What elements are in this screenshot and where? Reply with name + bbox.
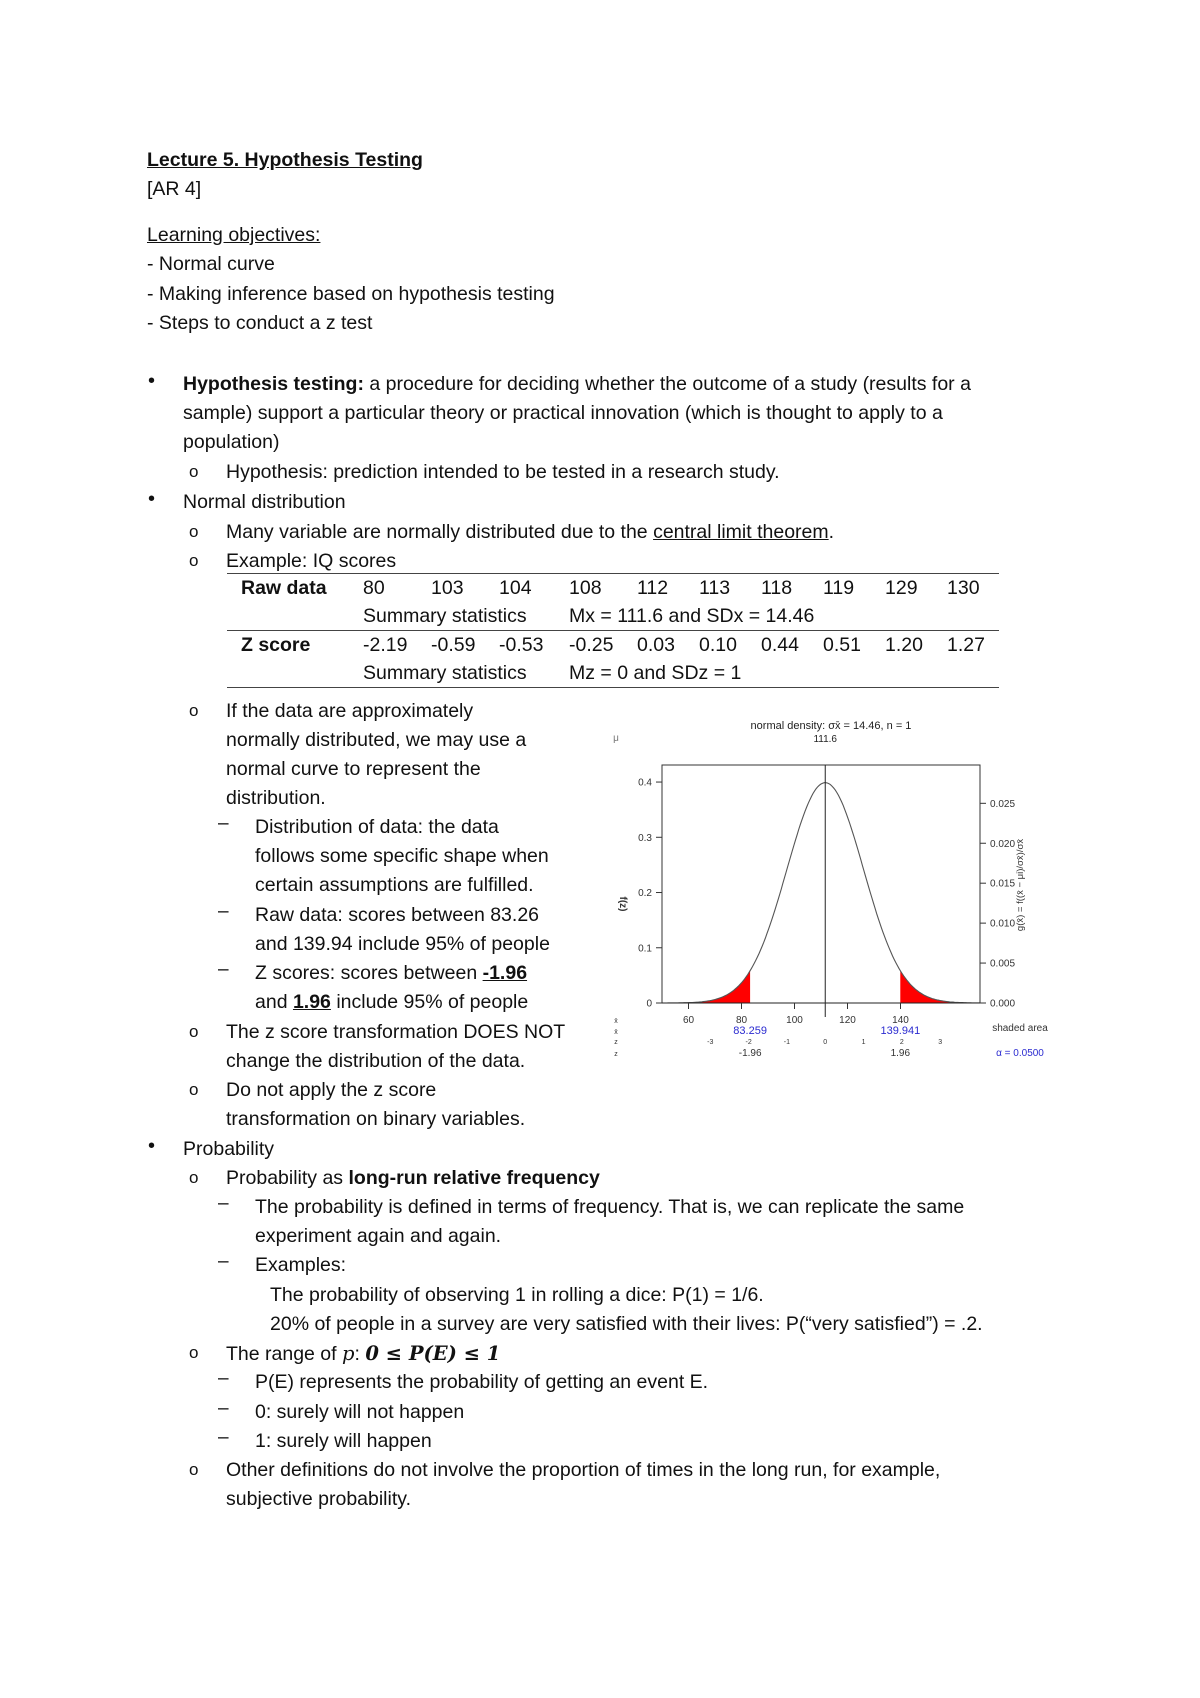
binary-line: Do not apply the z score bbox=[226, 1079, 437, 1101]
example-survey: 20% of people in a survey are very satisfied with their lives: P(“very satisfied”) = .2. bbox=[270, 1313, 983, 1335]
left-tick-label: 0.2 bbox=[638, 888, 652, 900]
axis-row-label: z bbox=[614, 1051, 618, 1058]
approx-line: normal curve to represent the bbox=[226, 758, 481, 780]
normal-density-chart bbox=[600, 705, 1060, 1095]
axis-row-label: z bbox=[614, 1039, 618, 1046]
transform-line: The z score transformation DOES NOT bbox=[226, 1021, 566, 1043]
dash-marker: – bbox=[218, 1398, 229, 1419]
objective-item: - Making inference based on hypothesis testing bbox=[147, 283, 555, 305]
z-score-label: Z score bbox=[241, 633, 311, 656]
x-tick-label: 80 bbox=[735, 1015, 748, 1026]
table-cell: 129 bbox=[885, 574, 947, 603]
circle-marker: o bbox=[189, 1022, 199, 1041]
raw-data-line: Raw data: scores between 83.26 bbox=[255, 904, 540, 926]
summary-label: Summary statistics bbox=[363, 659, 569, 688]
left-tick-label: 0.3 bbox=[638, 832, 652, 844]
hypothesis-def-line: sample) support a particular theory or practical innovation (which is thought to apply to a bbox=[183, 402, 943, 424]
density-curve bbox=[662, 783, 980, 1003]
z-high: 1.96 bbox=[292, 991, 331, 1013]
right-tick-label: 0.015 bbox=[990, 878, 1016, 890]
z-tick-label: -1 bbox=[783, 1039, 791, 1046]
circle-marker: o bbox=[189, 522, 199, 541]
x-tick-label: 60 bbox=[682, 1015, 695, 1026]
objective-item: - Steps to conduct a z test bbox=[147, 312, 373, 334]
table-cell: -2.19 bbox=[363, 633, 408, 656]
frequency-line: The probability is defined in terms of frequency. That is, we can replicate the same bbox=[255, 1196, 965, 1218]
z-tick-label: -3 bbox=[707, 1039, 714, 1046]
z-summary: Mz = 0 and SDz = 1 bbox=[569, 659, 999, 688]
table-row bbox=[227, 602, 999, 631]
iq-table bbox=[227, 573, 999, 688]
dash-marker: – bbox=[218, 813, 229, 834]
z-tick-label: -2 bbox=[745, 1039, 752, 1046]
mean-label: 111.6 bbox=[813, 734, 838, 745]
approx-line: normally distributed, we may use a bbox=[226, 729, 527, 751]
table-cell: -0.25 bbox=[569, 633, 614, 656]
left-axis-label: f(z) bbox=[617, 896, 628, 912]
left-tick-label: 0.4 bbox=[638, 777, 652, 789]
raw-summary: Mx = 111.6 and SDx = 14.46 bbox=[569, 602, 999, 631]
clt-term: central limit theorem bbox=[653, 521, 829, 543]
table-cell: 113 bbox=[699, 574, 761, 603]
right-tick-label: 0.005 bbox=[990, 958, 1016, 970]
bullet-marker: • bbox=[148, 488, 156, 510]
right-axis-label: g(x̄) = f((x̄ − μi)/σx̄)/σx̄ bbox=[1015, 838, 1026, 932]
raw-data-label: Raw data bbox=[227, 574, 363, 603]
z-tick-label: 0 bbox=[823, 1039, 828, 1046]
dist-data-line: certain assumptions are fulfilled. bbox=[255, 874, 534, 896]
example-dice: The probability of observing 1 in rolling a dice: P(1) = 1/6. bbox=[270, 1284, 764, 1306]
z-tick-label: 2 bbox=[899, 1039, 904, 1046]
critical-x-label: 139.941 bbox=[880, 1025, 921, 1037]
z-tick-label: 3 bbox=[938, 1039, 943, 1046]
table-cell: 119 bbox=[823, 574, 885, 603]
table-cell: 130 bbox=[947, 574, 999, 603]
dist-data-line: Distribution of data: the data bbox=[255, 816, 499, 838]
hypothesis-definition bbox=[183, 370, 971, 399]
critical-z-label: 1.96 bbox=[890, 1048, 911, 1059]
shaded-area-label: shaded area bbox=[992, 1023, 1048, 1034]
hypothesis-def-text: a procedure for deciding whether the outcome of a study (results for a bbox=[363, 373, 971, 395]
range-p: p bbox=[342, 1342, 355, 1365]
dist-data-line: follows some specific shape when bbox=[255, 845, 549, 867]
alpha-label: α = 0.0500 bbox=[996, 1048, 1044, 1059]
z-post: include 95% of people bbox=[330, 991, 529, 1013]
z-and: and bbox=[255, 991, 293, 1013]
z-pre: Z scores: scores between bbox=[255, 962, 483, 984]
objective-item: - Normal curve bbox=[147, 253, 275, 275]
z-tick-label: 1 bbox=[861, 1039, 866, 1046]
table-cell: 108 bbox=[569, 574, 637, 603]
chart-title: normal density: σx̄ = 14.46, n = 1 bbox=[750, 720, 912, 732]
range-pre: The range of bbox=[226, 1343, 342, 1365]
table-cell: 0.03 bbox=[637, 633, 675, 656]
dash-marker: – bbox=[218, 1251, 229, 1272]
pe-line: P(E) represents the probability of getting an event E. bbox=[255, 1371, 709, 1393]
table-cell: 1.27 bbox=[947, 633, 985, 656]
dash-marker: – bbox=[218, 1193, 229, 1214]
lecture-title: Lecture 5. Hypothesis Testing bbox=[147, 149, 423, 171]
circle-marker: o bbox=[189, 551, 199, 570]
right-tick-label: 0.025 bbox=[990, 798, 1016, 810]
table-cell: -0.59 bbox=[431, 633, 476, 656]
table-row bbox=[227, 631, 999, 660]
bullet-marker: • bbox=[148, 1135, 156, 1157]
table-cell: -0.53 bbox=[499, 633, 544, 656]
raw-data-line: and 139.94 include 95% of people bbox=[255, 933, 550, 955]
x-tick-label: 120 bbox=[839, 1015, 856, 1026]
z-scores-line bbox=[255, 988, 528, 1017]
zero-line: 0: surely will not happen bbox=[255, 1401, 465, 1423]
table-cell: 103 bbox=[431, 574, 499, 603]
table-row bbox=[227, 659, 999, 688]
z-low: -1.96 bbox=[482, 962, 528, 984]
hypothesis-def-line: population) bbox=[183, 431, 280, 453]
range-line bbox=[226, 1339, 500, 1369]
one-line: 1: surely will happen bbox=[255, 1430, 432, 1452]
bullet-marker: • bbox=[148, 370, 156, 392]
examples-heading: Examples: bbox=[255, 1254, 347, 1276]
table-cell: 80 bbox=[363, 574, 431, 603]
hypothesis-term: Hypothesis testing: bbox=[183, 373, 364, 395]
dash-marker: – bbox=[218, 959, 229, 980]
probability-heading: Probability bbox=[183, 1138, 275, 1160]
right-tick-label: 0.000 bbox=[990, 998, 1016, 1010]
frequency-line: experiment again and again. bbox=[255, 1225, 502, 1247]
other-def-line: Other definitions do not involve the proportion of times in the long run, for example, bbox=[226, 1459, 941, 1481]
other-def-line: subjective probability. bbox=[226, 1488, 411, 1510]
table-cell-empty bbox=[227, 659, 363, 688]
table-cell: 118 bbox=[761, 574, 823, 603]
axis-row-label: x̄ bbox=[614, 1018, 618, 1025]
table-cell: 0.10 bbox=[699, 633, 737, 656]
clt-pre: Many variable are normally distributed due to the bbox=[226, 521, 654, 543]
objectives-heading: Learning objectives: bbox=[147, 224, 321, 246]
approx-line: distribution. bbox=[226, 787, 326, 809]
left-tick-label: 0.1 bbox=[638, 943, 652, 955]
left-tick-label: 0 bbox=[646, 998, 652, 1010]
reference: [AR 4] bbox=[147, 178, 202, 200]
table-cell: 0.44 bbox=[761, 633, 799, 656]
plot-frame bbox=[662, 765, 980, 1003]
range-expression: 0 ≤ P(E) ≤ 1 bbox=[365, 1342, 501, 1365]
summary-label: Summary statistics bbox=[363, 602, 569, 631]
dash-marker: – bbox=[218, 901, 229, 922]
normal-heading: Normal distribution bbox=[183, 491, 346, 513]
clt-post: . bbox=[828, 521, 835, 543]
critical-x-label: 83.259 bbox=[733, 1025, 767, 1037]
table-cell: 104 bbox=[499, 574, 569, 603]
circle-marker: o bbox=[189, 1460, 199, 1479]
hypothesis-sub: Hypothesis: prediction intended to be tested in a research study. bbox=[226, 461, 780, 483]
dash-marker: – bbox=[218, 1368, 229, 1389]
table-cell: 112 bbox=[637, 574, 699, 603]
circle-marker: o bbox=[189, 462, 199, 481]
mu-label: μ bbox=[613, 733, 619, 744]
long-run-line bbox=[226, 1164, 600, 1193]
z-scores-line bbox=[255, 959, 527, 988]
circle-marker: o bbox=[189, 1168, 199, 1187]
axis-row-label: x̄ bbox=[614, 1029, 618, 1036]
critical-z-label: -1.96 bbox=[738, 1048, 762, 1059]
iq-example: Example: IQ scores bbox=[226, 550, 397, 572]
circle-marker: o bbox=[189, 1343, 199, 1362]
range-colon: : bbox=[354, 1343, 366, 1365]
table-cell: 0.51 bbox=[823, 633, 861, 656]
right-tick-label: 0.020 bbox=[990, 838, 1016, 850]
circle-marker: o bbox=[189, 1080, 199, 1099]
table-cell-empty bbox=[227, 602, 363, 631]
table-cell: 1.20 bbox=[885, 633, 923, 656]
lr-pre: Probability as bbox=[226, 1167, 349, 1189]
clt-sentence bbox=[226, 518, 834, 547]
lr-bold: long-run relative frequency bbox=[348, 1167, 600, 1189]
approx-line: If the data are approximately bbox=[226, 700, 474, 722]
binary-line: transformation on binary variables. bbox=[226, 1108, 526, 1130]
right-tick-label: 0.010 bbox=[990, 918, 1016, 930]
transform-line: change the distribution of the data. bbox=[226, 1050, 526, 1072]
dash-marker: – bbox=[218, 1427, 229, 1448]
x-tick-label: 140 bbox=[892, 1015, 909, 1026]
table-row bbox=[227, 574, 999, 603]
x-tick-label: 100 bbox=[786, 1015, 803, 1026]
circle-marker: o bbox=[189, 701, 199, 720]
